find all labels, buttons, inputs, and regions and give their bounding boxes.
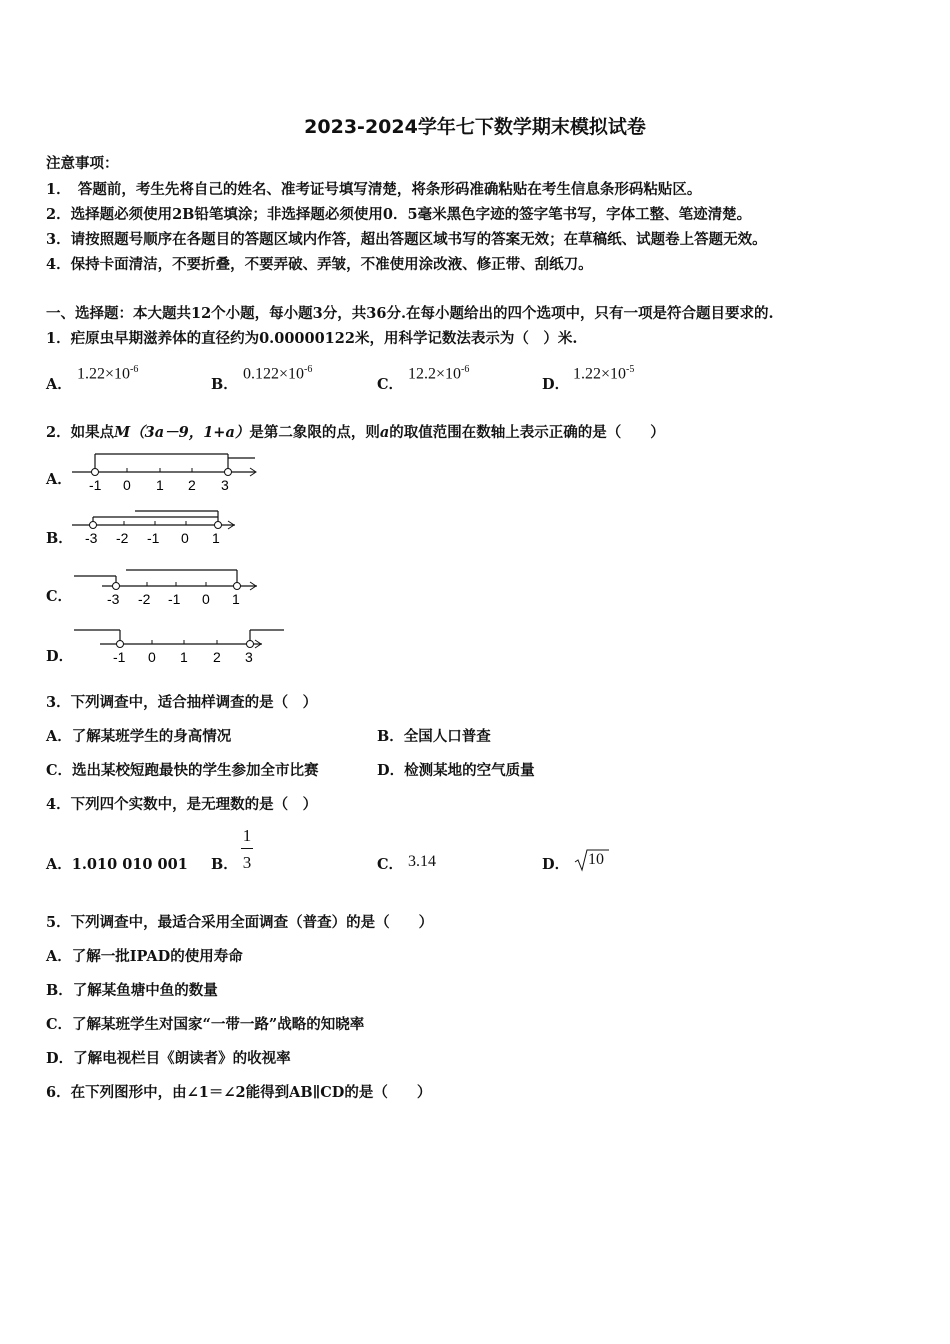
q5-option-a: A．了解一批IPAD的使用寿命 <box>46 948 243 965</box>
q3-option-b: B．全国人口普查 <box>377 728 491 745</box>
q4-stem: 4．下列四个实数中，是无理数的是（ ） <box>46 796 318 813</box>
q1-option-d-value: $1.22\times 10^{-5}$ <box>573 364 635 383</box>
tick-label: 1 <box>232 591 240 607</box>
q1-option-c-value: $12.2\times 10^{-6}$ <box>408 364 470 383</box>
q5-option-b: B．了解某鱼塘中鱼的数量 <box>46 982 218 999</box>
q2-option-c-number-line <box>72 566 272 615</box>
notice-item-1: 1． 答题前，考生先将自己的姓名、准考证号填写清楚，将条形码准确粘贴在考生信息条形码粘贴区。 <box>46 181 702 198</box>
tick-label: 1 <box>156 477 164 493</box>
tick-label: -2 <box>138 591 151 607</box>
q4-option-c-value: 3.14 <box>408 853 436 870</box>
q4-option-a: A．1.010 010 001 <box>46 856 188 873</box>
tick-label: 1 <box>212 530 220 546</box>
q5-stem: 5．下列调查中，最适合采用全面调查（普查）的是（ ） <box>46 914 434 931</box>
q2-option-d-letter: D． <box>46 648 74 665</box>
tick-label: 3 <box>221 477 229 493</box>
section-heading: 一、选择题：本大题共12个小题，每小题3分，共36分.在每小题给出的四个选项中，只有一项是符合题目要求的. <box>46 305 774 322</box>
q1-option-a-value: $1.22\times 10^{-6}$ <box>77 364 139 383</box>
q2-option-a-number-line <box>70 450 270 499</box>
q1-option-a-letter: A． <box>46 376 72 393</box>
tick-label: -3 <box>85 530 98 546</box>
tick-label: -1 <box>113 649 126 665</box>
q4-option-d-radicand: 10 <box>588 851 604 868</box>
q3-option-c: C．选出某校短跑最快的学生参加全市比赛 <box>46 762 319 779</box>
notice-item-2: 2．选择题必须使用2B铅笔填涂；非选择题必须使用0．5毫米黑色字迹的签字笔书写，字体工整、笔迹清楚。 <box>46 206 752 223</box>
q1-option-d-letter: D． <box>542 376 570 393</box>
q4-option-d-letter: D． <box>542 856 570 873</box>
tick-label: -2 <box>116 530 129 546</box>
tick-label: -3 <box>107 591 120 607</box>
tick-label: 3 <box>245 649 253 665</box>
q3-option-a: A．了解某班学生的身高情况 <box>46 728 232 745</box>
q1-stem: 1．疟原虫早期滋养体的直径约为0.00000122米，用科学记数法表示为（ ）米. <box>46 330 578 347</box>
q2-option-d-number-line <box>72 624 292 673</box>
q1-option-c-letter: C． <box>377 376 404 393</box>
q2-option-b-number-line <box>70 507 270 556</box>
notice-item-3: 3．请按照题号顺序在各题目的答题区域内作答，超出答题区域书写的答案无效；在草稿纸、试题卷上答题无效。 <box>46 231 767 248</box>
page-title: 2023-2024学年七下数学期末模拟试卷 <box>304 116 646 138</box>
tick-label: 1 <box>180 649 188 665</box>
q5-option-c: C．了解某班学生对国家“一带一路”战略的知晓率 <box>46 1016 365 1033</box>
tick-label: 2 <box>213 649 221 665</box>
tick-label: 0 <box>123 477 131 493</box>
q3-stem: 3．下列调查中，适合抽样调查的是（ ） <box>46 694 318 711</box>
notice-heading: 注意事项： <box>46 155 119 172</box>
tick-label: -1 <box>89 477 102 493</box>
tick-label: 0 <box>202 591 210 607</box>
tick-label: 0 <box>148 649 156 665</box>
q6-stem: 6．在下列图形中，由∠1＝∠2能得到AB∥CD的是（ ） <box>46 1084 432 1101</box>
q4-option-b-letter: B． <box>211 856 238 873</box>
q4-option-b-denominator: 3 <box>242 853 252 872</box>
tick-label: 0 <box>181 530 189 546</box>
notice-item-4: 4．保持卡面清洁，不要折叠，不要弄破、弄皱，不准使用涂改液、修正带、刮纸刀。 <box>46 256 593 273</box>
q4-option-b-numerator: 1 <box>242 826 252 845</box>
tick-label: 2 <box>188 477 196 493</box>
q5-option-d: D．了解电视栏目《朗读者》的收视率 <box>46 1050 291 1067</box>
tick-label: -1 <box>168 591 181 607</box>
q2-option-b-letter: B． <box>46 530 73 547</box>
q2-option-c-letter: C． <box>46 588 73 605</box>
q4-option-c-letter: C． <box>377 856 404 873</box>
tick-label: -1 <box>147 530 160 546</box>
q1-option-b-letter: B． <box>211 376 238 393</box>
q3-option-d: D．检测某地的空气质量 <box>377 762 535 779</box>
q2-stem: 2．如果点M（3a－9，1+a）是第二象限的点，则a的取值范围在数轴上表示正确的是（ ） <box>46 424 665 441</box>
q4-option-b-fraction-bar <box>241 848 253 849</box>
q1-option-b-value: $0.122\times 10^{-6}$ <box>243 364 313 383</box>
q2-option-a-letter: A． <box>46 471 72 488</box>
